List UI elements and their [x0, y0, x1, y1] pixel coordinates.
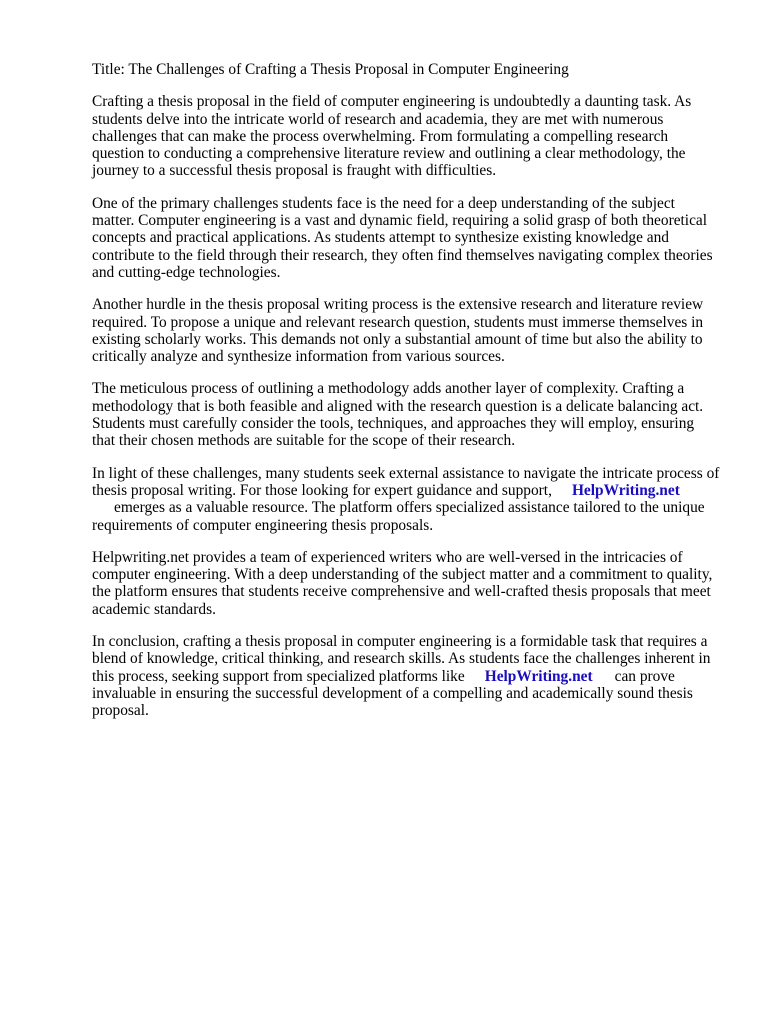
conclusion-text-after-link: can prove invaluable in ensuring the successful development of a compelling and academically sound thesis proposal.	[92, 667, 693, 720]
paragraph-text-after-link: emerges as a valuable resource. The platform offers specialized assistance tailored to the unique requirements of computer engineering thesis proposals.	[92, 499, 705, 534]
paragraph-methodology: The meticulous process of outlining a methodology adds another layer of complexity. Crafting a methodology that is both feasible and aligned with the research question is a delicate balancing act. Students must carefully consider the tools, techniques, and approaches they will employ, ensuring that their chosen methods are suitable for the scope of their research.	[92, 380, 704, 450]
paragraph-external-assistance	[92, 465, 720, 534]
paragraph-helpwriting-team: Helpwriting.net provides a team of experienced writers who are well-versed in the intricacies of computer engineering. With a deep understanding of the subject matter and a commitment to quality, the platform ensures that students receive comprehensive and well-crafted thesis proposals that meet academic standards.	[92, 548, 713, 618]
document-title: Title: The Challenges of Crafting a Thesis Proposal in Computer Engineering	[92, 61, 569, 78]
paragraph-research-review: Another hurdle in the thesis proposal writing process is the extensive research and literature review required. To propose a unique and relevant research question, students must immerse themselves in existing scholarly works. This demands not only a substantial amount of time but also the ability to critically analyze and synthesize information from various sources.	[92, 296, 704, 366]
paragraph-intro: Crafting a thesis proposal in the field of computer engineering is undoubtedly a daunting task. As students delve into the intricate world of research and academia, they are met with numerous challenges that can make the process overwhelming. From formulating a compelling research question to conducting a comprehensive literature review and outlining a clear methodology, the journey to a successful thesis proposal is fraught with difficulties.	[92, 93, 692, 180]
helpwriting-link[interactable]: HelpWriting.net	[571, 481, 680, 499]
paragraph-text-before-link: In light of these challenges, many students seek external assistance to navigate the intricate process of thesis proposal writing. For those looking for expert guidance and support,	[92, 464, 720, 499]
paragraph-conclusion	[92, 633, 720, 719]
paragraph-subject-matter: One of the primary challenges students face is the need for a deep understanding of the subject matter. Computer engineering is a vast and dynamic field, requiring a solid grasp of both theoretical concepts and practical applications. As students attempt to synthesize existing knowledge and contribute to the field through their research, they often find themselves navigating complex theories and cutting-edge technologies.	[92, 194, 713, 281]
conclusion-text-before-link: In conclusion, crafting a thesis proposal in computer engineering is a formidable task that requires a blend of knowledge, critical thinking, and research skills. As students face the challenges inherent in this process, seeking support from specialized platforms like	[92, 633, 711, 685]
helpwriting-link-conclusion[interactable]: HelpWriting.net	[484, 667, 593, 685]
